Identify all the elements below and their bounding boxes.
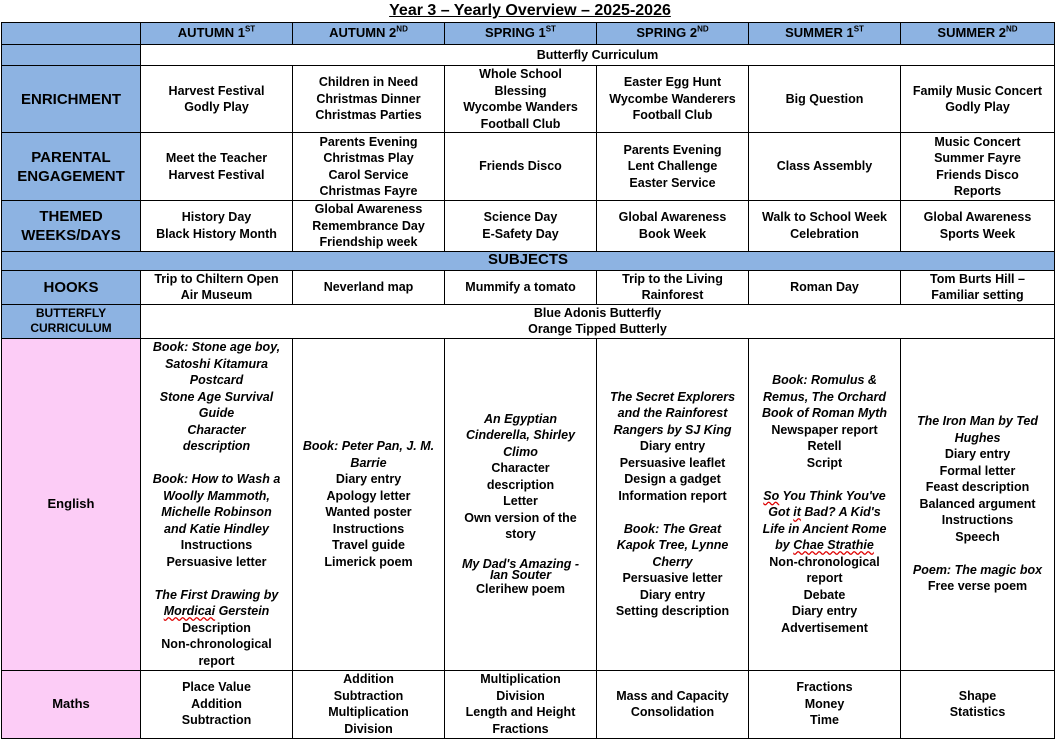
cell-line: Cherry: [652, 554, 693, 569]
cell-line: ENGAGEMENT: [17, 167, 125, 185]
cell-line: Trip to Chiltern Open: [154, 271, 279, 286]
cell-line: Subtraction: [181, 713, 252, 728]
header-summer-1: SUMMER 1ST: [749, 23, 901, 45]
cell-line: The Iron Man by Ted: [916, 414, 1039, 429]
cell-line: Limerick poem: [324, 554, 413, 569]
cell-line: Multiplication: [328, 705, 409, 719]
cell-line: My Dad's Amazing -: [461, 557, 580, 571]
cell-line: WEEKS/DAYS: [21, 226, 121, 244]
cell-line: report: [806, 571, 843, 585]
cell-line: Blessing: [494, 83, 547, 98]
cell-line: Trip to the Living: [622, 271, 723, 286]
cell-line: Football Club: [632, 108, 713, 123]
hooks-cell: [901, 270, 1055, 304]
cell-line: Diary entry: [639, 439, 706, 453]
subjects-heading: SUBJECTS: [2, 251, 1055, 270]
cell-line: Ian Souter: [489, 568, 552, 582]
cell-line: Friendship week: [319, 235, 418, 249]
cell-line: Postcard: [189, 373, 244, 387]
cell-line: Global Awareness: [314, 202, 423, 216]
maths-cell: [749, 670, 901, 738]
cell-line: Formal letter: [939, 463, 1016, 478]
maths-label: Maths: [2, 670, 141, 738]
cell-line: E-Safety Day: [482, 226, 559, 241]
themed-cell: [445, 201, 597, 252]
cell-line: Clerihew poem: [476, 582, 565, 596]
cell-line: Division: [496, 688, 545, 703]
cell-line: Book: The Great: [623, 521, 722, 536]
enrichment-cell: [141, 66, 293, 133]
cell-line: Shape: [958, 688, 997, 703]
cell-line: PARENTAL: [31, 148, 111, 166]
cell-line: Easter Egg Hunt: [623, 75, 722, 90]
hooks-cell: [445, 270, 597, 304]
header-autumn-1: AUTUMN 1ST: [141, 23, 293, 45]
cell-line: Book of Roman Myth: [762, 406, 887, 420]
themed-weeks-row: [2, 201, 1055, 252]
cell-line: Woolly Mammoth,: [163, 488, 270, 503]
cell-line: Class Assembly: [776, 159, 873, 174]
cell-line: Easter Service: [629, 175, 716, 190]
cell-line: Celebration: [790, 226, 859, 241]
cell-line: Diary entry: [791, 604, 858, 618]
cell-line: report: [198, 653, 235, 668]
cell-line: story: [505, 527, 536, 541]
enrichment-label: ENRICHMENT: [2, 66, 141, 133]
cell-line: Wanted poster: [325, 505, 412, 519]
butterfly-curriculum-banner: Butterfly Curriculum: [141, 45, 1055, 66]
cell-line: Tom Burts Hill –: [930, 271, 1025, 286]
cell-line: Non-chronological: [769, 554, 880, 569]
cell-line: Christmas Play: [323, 151, 414, 165]
page-title: Year 3 – Yearly Overview – 2025-2026: [389, 2, 671, 19]
cell-line: Own version of the: [464, 510, 577, 525]
cell-line: Barrie: [350, 455, 387, 470]
cell-line: description: [486, 477, 555, 492]
parental-engagement-label: [2, 133, 141, 201]
cell-line: Description: [182, 620, 251, 635]
cell-line: Blue Adonis Butterfly: [533, 305, 662, 320]
cell-line: Balanced argument: [919, 496, 1036, 511]
cell-line: Statistics: [949, 705, 1006, 719]
cell-line: An Egyptian: [484, 411, 557, 426]
cell-line: Friends Disco: [936, 167, 1019, 182]
cell-line: Script: [806, 455, 843, 470]
cell-line: Instructions: [332, 521, 405, 536]
cell-line: Kapok Tree, Lynne: [616, 538, 729, 552]
maths-cell: [141, 670, 293, 738]
cell-line: Air Museum: [180, 288, 253, 302]
header-summer-2: SUMMER 2ND: [901, 23, 1055, 45]
cell-line: Letter: [503, 494, 538, 508]
english-autumn-2: [293, 338, 445, 670]
cell-line: The Secret Explorers: [609, 389, 736, 404]
themed-cell: [293, 201, 445, 252]
cell-line: History Day: [181, 210, 252, 225]
themed-cell: [749, 201, 901, 252]
cell-line: CURRICULUM: [30, 321, 112, 335]
cell-line: Family Music Concert: [912, 83, 1043, 98]
cell-line: Sports Week: [939, 226, 1016, 241]
cell-line: Harvest Festival: [168, 83, 265, 98]
cell-line: Christmas Fayre: [319, 184, 418, 198]
cell-line: Instructions: [941, 513, 1014, 528]
cell-line: Book: Romulus &: [772, 373, 877, 387]
themed-cell: [901, 201, 1055, 252]
cell-line: Wycombe Wanderers: [609, 91, 736, 106]
parental-cell: [445, 133, 597, 201]
cell-line: Michelle Robinson: [161, 505, 272, 519]
parental-cell: [597, 133, 749, 201]
themed-cell: [141, 201, 293, 252]
banner-label-cell: [2, 45, 141, 66]
cell-line: Diary entry: [335, 472, 402, 486]
cell-line: Subtraction: [333, 688, 404, 703]
cell-line: Stone Age Survival: [159, 389, 274, 404]
cell-line: Addition: [191, 696, 242, 711]
cell-line: Advertisement: [781, 620, 868, 635]
cell-line: Carol Service: [328, 167, 409, 182]
themed-cell: [597, 201, 749, 252]
cell-line: Book: Stone age boy,: [152, 340, 281, 354]
cell-line: Feast description: [925, 480, 1030, 495]
cell-line: Meet the Teacher: [165, 151, 268, 165]
enrichment-cell: [901, 66, 1055, 133]
cell-line: Poem: The magic box: [912, 562, 1043, 577]
cell-line: Persuasive letter: [166, 554, 267, 569]
maths-cell: [597, 670, 749, 738]
cell-line: and Katie Hindley: [164, 521, 269, 536]
cell-line: Time: [810, 713, 839, 728]
english-label: English: [2, 338, 141, 670]
cell-line: Familiar setting: [931, 288, 1024, 302]
cell-line: Black History Month: [156, 226, 277, 241]
enrichment-cell: [597, 66, 749, 133]
hooks-label: HOOKS: [2, 270, 141, 304]
cell-line: Wycombe Wanders: [463, 100, 578, 114]
cell-line: BUTTERFLY: [35, 306, 107, 320]
parental-engagement-row: [2, 133, 1055, 201]
cell-line: THEMED: [39, 207, 103, 225]
cell-line: Diary entry: [944, 447, 1011, 462]
cell-line: Consolidation: [630, 705, 715, 719]
cell-line: Place Value: [182, 680, 251, 695]
cell-line: Parents Evening: [319, 134, 418, 149]
cell-line: Rainforest: [641, 288, 704, 302]
english-row: [2, 338, 1055, 670]
cell-line: description: [182, 439, 251, 453]
parental-cell: [141, 133, 293, 201]
cell-line: Christmas Dinner: [316, 91, 421, 106]
butterfly-curriculum-row: [2, 304, 1055, 338]
cell-line: Science Day: [483, 210, 558, 225]
cell-line: Design a gadget: [624, 472, 721, 486]
cell-line: Cinderella, Shirley: [465, 428, 576, 442]
hooks-cell: [749, 270, 901, 304]
enrichment-cell: [293, 66, 445, 133]
cell-line: Mummify a tomato: [465, 279, 576, 294]
cell-line: Multiplication: [480, 672, 561, 686]
cell-line: Persuasive leaflet: [619, 455, 726, 470]
cell-line: Guide: [198, 406, 235, 420]
english-spring-1: [445, 338, 597, 670]
cell-line: Harvest Festival: [168, 167, 265, 182]
cell-line: Big Question: [785, 91, 864, 106]
cell-line: Lent Challenge: [627, 159, 718, 174]
cell-line: Division: [344, 721, 393, 736]
header-spring-2: SPRING 2ND: [597, 23, 749, 45]
english-spring-2: [597, 338, 749, 670]
cell-line: Newspaper report: [771, 422, 878, 437]
cell-line: Fractions: [796, 680, 853, 695]
maths-row: [2, 670, 1055, 738]
cell-line: Satoshi Kitamura: [165, 356, 268, 371]
cell-line: Diary entry: [639, 587, 706, 602]
cell-line: Children in Need: [318, 75, 419, 90]
cell-line: Neverland map: [323, 279, 414, 294]
cell-line: Money: [804, 696, 845, 711]
maths-cell: [445, 670, 597, 738]
cell-line: Information report: [618, 488, 727, 503]
cell-line: Godly Play: [184, 100, 249, 114]
cell-line: Football Club: [480, 116, 561, 131]
enrichment-row: [2, 66, 1055, 133]
butterfly-curriculum-banner-row: [2, 45, 1055, 66]
cell-line: Non-chronological: [161, 637, 272, 651]
english-summer-1: Book: Romulus & Remus, The Orchard Book of Roman Myth Newspaper report Retell Script So You Think You've Got it Bad? A Kid's Life in Ancient Rome by Chae Strathie Non-chronological report Debate Diary entry Advertisement: [749, 338, 901, 670]
header-spring-1: SPRING 1ST: [445, 23, 597, 45]
enrichment-cell: [749, 66, 901, 133]
cell-line: Climo: [503, 444, 538, 459]
cell-line: Friends Disco: [479, 159, 562, 174]
cell-line: Music Concert: [934, 134, 1021, 149]
header-corner: [2, 23, 141, 45]
enrichment-cell: [445, 66, 597, 133]
cell-line: Length and Height: [465, 705, 576, 719]
cell-line: Hughes: [954, 430, 1001, 445]
cell-line: Global Awareness: [618, 210, 727, 225]
cell-line: Summer Fayre: [934, 151, 1021, 165]
cell-line: Travel guide: [332, 538, 405, 552]
maths-cell: [293, 670, 445, 738]
cell-line: Free verse poem: [927, 579, 1028, 594]
header-row: [2, 23, 1055, 45]
cell-line: Orange Tipped Butterly: [528, 322, 667, 336]
cell-line: Remus, The Orchard: [763, 389, 886, 404]
cell-line: Godly Play: [945, 100, 1010, 114]
butterfly-species-cell: [141, 304, 1055, 338]
cell-line: Book: How to Wash a: [152, 472, 281, 486]
cell-line: Book: Peter Pan, J. M.: [302, 439, 435, 453]
hooks-cell: [597, 270, 749, 304]
cell-line: Remembrance Day: [312, 218, 425, 233]
butterfly-curriculum-label: [2, 304, 141, 338]
cell-line: Character: [491, 461, 550, 475]
cell-line: Retell: [807, 439, 842, 453]
parental-cell: [293, 133, 445, 201]
parental-cell: [901, 133, 1055, 201]
cell-line: Parents Evening: [623, 142, 722, 157]
cell-line: Global Awareness: [923, 210, 1032, 225]
cell-line: Instructions: [180, 538, 253, 552]
hooks-row: [2, 270, 1055, 304]
cell-line: Debate: [803, 587, 846, 602]
cell-line: Character: [187, 422, 246, 437]
cell-line: Roman Day: [790, 279, 859, 294]
cell-line: Mass and Capacity: [616, 688, 729, 703]
cell-line: Speech: [955, 529, 1000, 544]
header-autumn-2: AUTUMN 2ND: [293, 23, 445, 45]
cell-line: Persuasive letter: [622, 571, 723, 585]
cell-line: Reports: [953, 184, 1002, 198]
parental-cell: [749, 133, 901, 201]
cell-line: Fractions: [492, 721, 549, 736]
cell-line: Christmas Parties: [315, 108, 422, 123]
cell-line: Book Week: [638, 226, 707, 241]
cell-line: Walk to School Week: [761, 210, 888, 225]
themed-weeks-label: [2, 201, 141, 252]
english-autumn-1: Book: Stone age boy, Satoshi Kitamura Postcard Stone Age Survival Guide Character description Book: How to Wash a Woolly Mammoth, Michelle Robinson and Katie Hindley Instructions Persuasive letter The First Drawing by Mordicai Gerstein Description Non-chronological report: [141, 338, 293, 670]
cell-line: Setting description: [615, 604, 730, 618]
subjects-row: [2, 251, 1055, 270]
cell-line: Addition: [343, 672, 394, 686]
cell-line: Rangers by SJ King: [613, 422, 732, 437]
cell-line: Whole School: [479, 67, 562, 81]
cell-line: Apology letter: [326, 488, 411, 503]
hooks-cell: [293, 270, 445, 304]
english-summer-2: [901, 338, 1055, 670]
hooks-cell: [141, 270, 293, 304]
yearly-overview-table: [1, 22, 1055, 739]
cell-line: and the Rainforest: [617, 406, 728, 420]
maths-cell: [901, 670, 1055, 738]
